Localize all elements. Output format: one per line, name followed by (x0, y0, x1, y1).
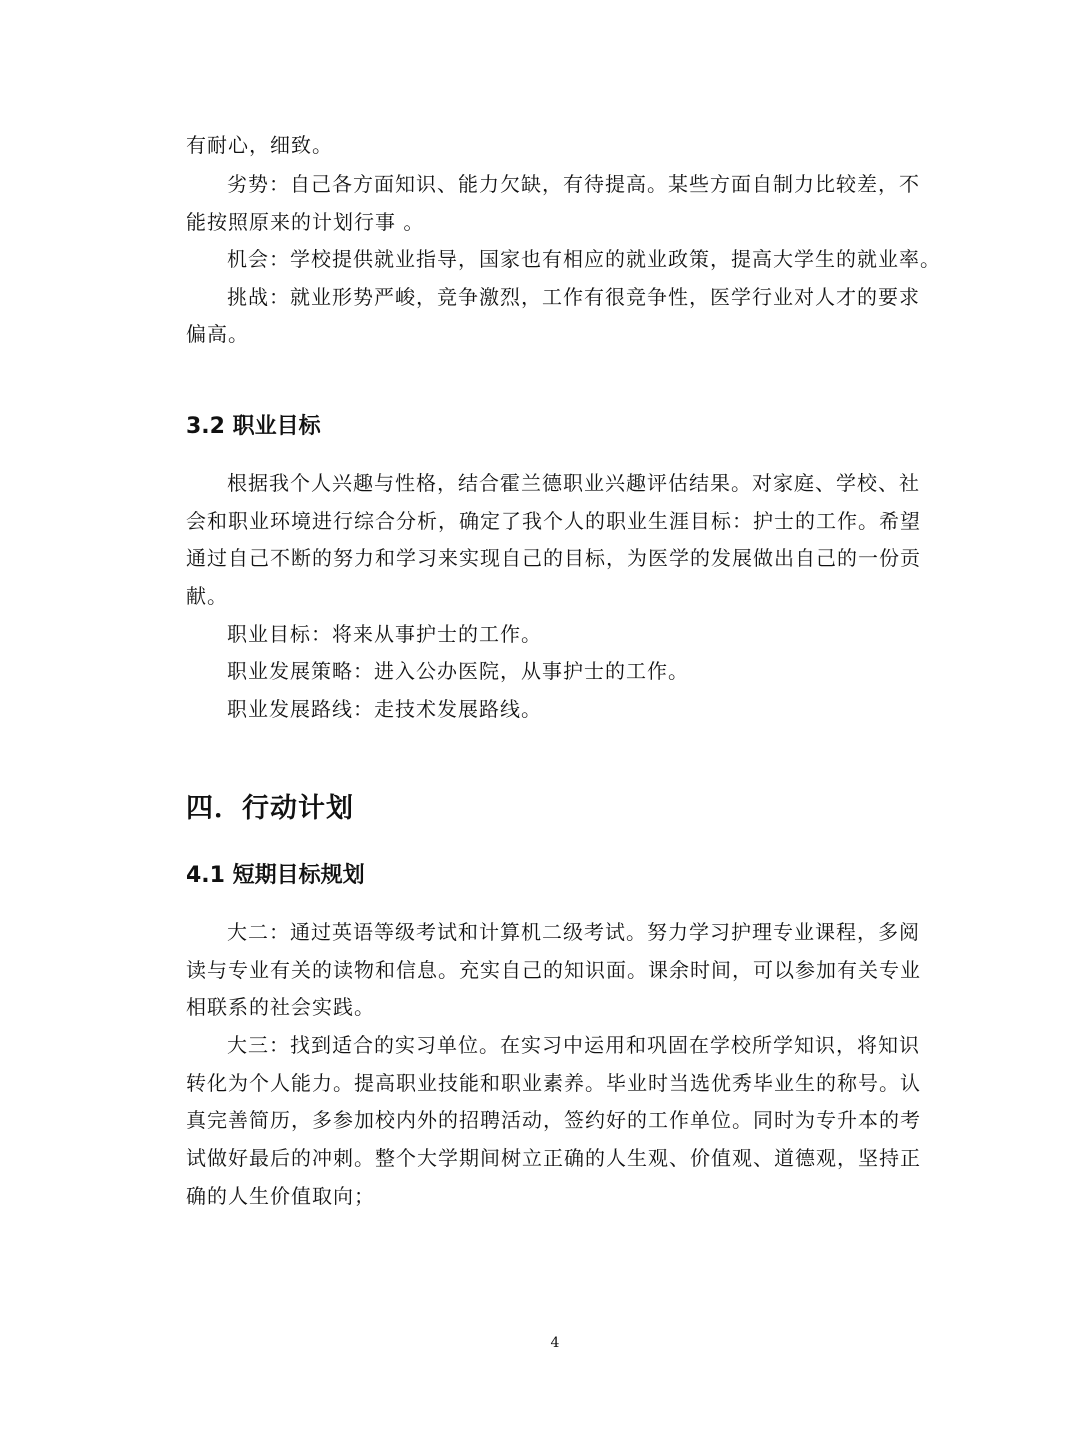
swot-opportunity: 机会：学校提供就业指导，国家也有相应的就业政策，提高大学生的就业率。 (227, 247, 941, 271)
section-heading-4-1: 4.1 短期目标规划 (186, 863, 365, 888)
junior-plan-line3: 真完善简历，多参加校内外的招聘活动，签约好的工作单位。同时为专升本的考 (186, 1108, 921, 1132)
sophomore-plan-line1: 大二：通过英语等级考试和计算机二级考试。努力学习护理专业课程，多阅 (227, 920, 920, 944)
career-goal-para-line4: 献。 (186, 584, 228, 608)
junior-plan-line4: 试做好最后的冲刺。整个大学期间树立正确的人生观、价值观、道德观，坚持正 (186, 1146, 921, 1170)
career-goal-item: 职业目标：将来从事护士的工作。 (227, 622, 542, 646)
junior-plan-line5: 确的人生价值取向； (186, 1184, 375, 1208)
career-goal-para-line3: 通过自己不断的努力和学习来实现自己的目标，为医学的发展做出自己的一份贡 (186, 546, 921, 570)
swot-weakness-line2: 能按照原来的计划行事 。 (186, 210, 425, 234)
swot-threat-line1: 挑战：就业形势严峻，竞争激烈，工作有很竞争性，医学行业对人才的要求 (227, 285, 920, 309)
swot-weakness-line1: 劣势：自己各方面知识、能力欠缺，有待提高。某些方面自制力比较差，不 (227, 172, 920, 196)
junior-plan-line1: 大三：找到适合的实习单位。在实习中运用和巩固在学校所学知识，将知识 (227, 1033, 920, 1057)
junior-plan-line2: 转化为个人能力。提高职业技能和职业素养。毕业时当选优秀毕业生的称号。认 (186, 1071, 921, 1095)
sophomore-plan-line3: 相联系的社会实践。 (186, 995, 375, 1019)
swot-strength-tail: 有耐心，细致。 (186, 133, 333, 157)
career-goal-para-line2: 会和职业环境进行综合分析，确定了我个人的职业生涯目标：护士的工作。希望 (186, 509, 921, 533)
career-route-item: 职业发展路线：走技术发展路线。 (227, 697, 542, 721)
sophomore-plan-line2: 读与专业有关的读物和信息。充实自己的知识面。课余时间，可以参加有关专业 (186, 958, 921, 982)
career-goal-para-line1: 根据我个人兴趣与性格，结合霍兰德职业兴趣评估结果。对家庭、学校、社 (227, 471, 920, 495)
career-strategy-item: 职业发展策略：进入公办医院，从事护士的工作。 (227, 659, 689, 683)
swot-threat-line2: 偏高。 (186, 322, 249, 346)
section-heading-3-2: 3.2 职业目标 (186, 414, 321, 439)
page-number: 4 (550, 1335, 560, 1351)
chapter-heading-4: 四．行动计划 (186, 793, 354, 824)
